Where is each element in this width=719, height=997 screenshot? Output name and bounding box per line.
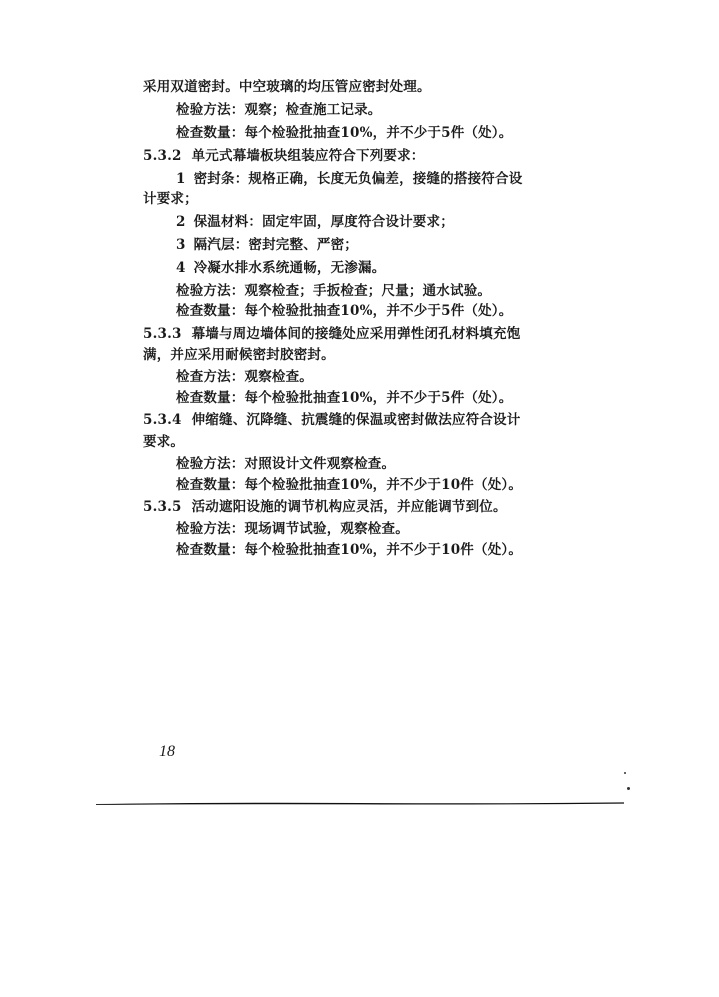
item-number: 4 <box>176 260 186 276</box>
scan-speck <box>624 772 626 774</box>
clause-text: 伸缩缝、沉降缝、抗震缝的保温或密封做法应符合设计 <box>191 412 521 428</box>
text-line: 采用双道密封。中空玻璃的均压管应密封处理。 <box>143 79 431 95</box>
clause-text: 单元式幕墙板块组装应符合下列要求： <box>191 148 425 164</box>
inspection-quantity: 检查数量：每个检验批抽查10%，并不少于10件（处）。 <box>176 542 523 558</box>
inspection-method: 检验方法：观察检查；手扳检查；尺量；通水试验。 <box>176 283 492 299</box>
item-number: 3 <box>176 237 186 253</box>
clause-number: 5.3.3 <box>143 326 182 342</box>
clause-number: 5.3.2 <box>143 148 182 164</box>
text-line: 要求。 <box>143 434 185 450</box>
page-number: 18 <box>159 743 175 760</box>
list-item <box>176 236 358 254</box>
list-item <box>176 213 454 231</box>
clause-5-3-5 <box>143 498 507 516</box>
clause-text: 活动遮阳设施的调节机构应灵活，并应能调节到位。 <box>191 499 507 515</box>
inspection-method: 检验方法：观察；检查施工记录。 <box>176 102 382 118</box>
clause-5-3-2 <box>143 147 425 165</box>
inspection-method: 检验方法：对照设计文件观察检查。 <box>176 456 396 472</box>
clause-5-3-3 <box>143 325 520 343</box>
inspection-quantity: 检查数量：每个检验批抽查10%，并不少于5件（处）。 <box>176 125 513 141</box>
text-line: 计要求； <box>143 191 198 207</box>
inspection-method: 检验方法：现场调节试验，观察检查。 <box>176 521 409 537</box>
text-line: 满，并应采用耐候密封胶密封。 <box>143 347 335 363</box>
clause-5-3-4 <box>143 411 520 429</box>
clause-number: 5.3.4 <box>143 412 182 428</box>
list-item <box>176 170 522 188</box>
inspection-quantity: 检查数量：每个检验批抽查10%，并不少于5件（处）。 <box>176 303 513 319</box>
clause-text: 幕墙与周边墙体间的接缝处应采用弹性闭孔材料填充饱 <box>191 326 521 342</box>
scan-speck <box>627 787 630 790</box>
inspection-method: 检查方法：观察检查。 <box>176 369 313 385</box>
item-number: 2 <box>176 214 186 230</box>
bottom-rule <box>96 801 624 805</box>
inspection-quantity: 检查数量：每个检验批抽查10%，并不少于5件（处）。 <box>176 390 513 406</box>
item-text: 隔汽层：密封完整、严密； <box>193 237 358 253</box>
item-text: 密封条：规格正确，长度无负偏差，接缝的搭接符合设 <box>193 171 523 187</box>
item-text: 保温材料：固定牢固，厚度符合设计要求； <box>193 214 454 230</box>
inspection-quantity: 检查数量：每个检验批抽查10%，并不少于10件（处）。 <box>176 477 523 493</box>
item-text: 冷凝水排水系统通畅，无渗漏。 <box>193 260 386 276</box>
item-number: 1 <box>176 171 186 187</box>
clause-number: 5.3.5 <box>143 499 182 515</box>
list-item <box>176 259 385 277</box>
